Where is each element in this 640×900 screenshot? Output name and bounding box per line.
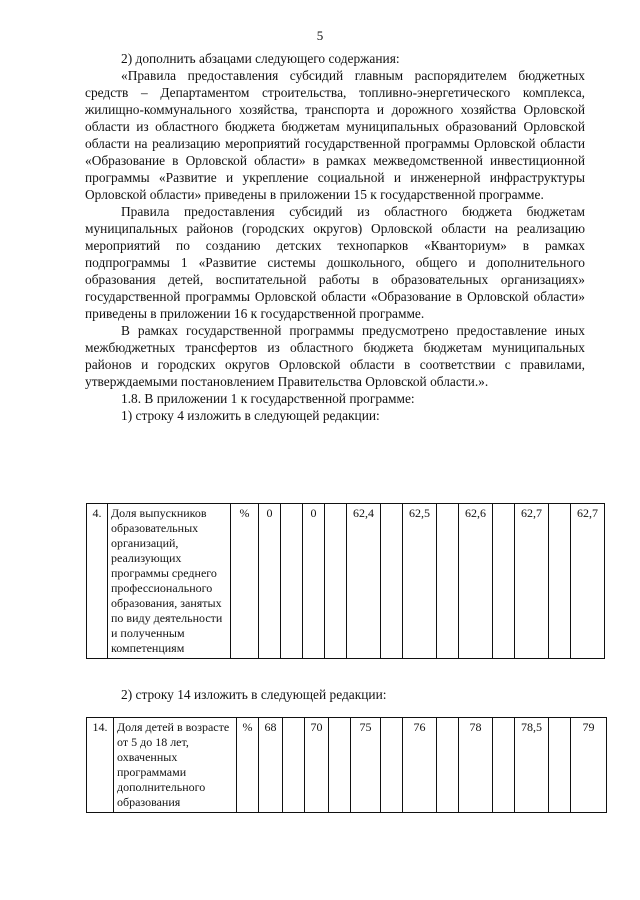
table-row xyxy=(87,504,605,659)
unit-cell: % xyxy=(231,504,259,659)
value-cell xyxy=(325,504,347,659)
value-cell: 68 xyxy=(259,718,283,813)
paragraph-item-1-8: 1.8. В приложении 1 к государственной программе: xyxy=(121,391,415,406)
value-cell xyxy=(437,504,459,659)
value-cell: 62,5 xyxy=(403,504,437,659)
value-cell xyxy=(549,504,571,659)
value-cell: 78,5 xyxy=(515,718,549,813)
value-cell xyxy=(493,504,515,659)
value-cell: 62,7 xyxy=(571,504,605,659)
value-cell xyxy=(281,504,303,659)
indicator-name: Доля выпускников образовательных организаций, реализующих программы среднего профессионального образования, занятых по виду деятельности и полученным компетенциям xyxy=(108,504,231,659)
value-cell: 0 xyxy=(259,504,281,659)
row-number: 4. xyxy=(87,504,108,659)
value-cell: 76 xyxy=(403,718,437,813)
paragraph-item-2: 2) дополнить абзацами следующего содержания: xyxy=(121,51,400,66)
value-cell: 78 xyxy=(459,718,493,813)
value-cell: 62,4 xyxy=(347,504,381,659)
table-row xyxy=(87,718,607,813)
paragraph-transfers: В рамках государственной программы предусмотрено предоставление иных межбюджетных трансфертов из областного бюджета бюджетам муниципальных районов и городских округов Орловской области в соответствии с правилами, утверждаемыми постановлением Правительства Орловской области.». xyxy=(85,323,585,389)
value-cell xyxy=(381,504,403,659)
value-cell xyxy=(549,718,571,813)
paragraph-rules-16: Правила предоставления субсидий из областного бюджета бюджетам муниципальных районов (городских округов) Орловской области на реализацию мероприятий по созданию детских технопарков «Кванториум» в рамках подпрограммы 1 «Развитие системы дошкольного, общего и дополнительного образования детей, воспитательной работы в образовательных организациях» государственной программы Орловской области «Образование в Орловской области» приведены в приложении 16 к государственной программе. xyxy=(85,204,585,321)
table-row-14 xyxy=(86,717,607,813)
value-cell: 62,6 xyxy=(459,504,493,659)
value-cell: 0 xyxy=(303,504,325,659)
value-cell xyxy=(437,718,459,813)
row-number: 14. xyxy=(87,718,114,813)
value-cell: 70 xyxy=(305,718,329,813)
indicator-name: Доля детей в возрасте от 5 до 18 лет, охваченных программами дополнительного образования xyxy=(114,718,237,813)
value-cell xyxy=(283,718,305,813)
unit-cell: % xyxy=(237,718,259,813)
value-cell xyxy=(381,718,403,813)
paragraph-row-14-heading: 2) строку 14 изложить в следующей редакции: xyxy=(121,687,387,702)
paragraph-row-4-heading: 1) строку 4 изложить в следующей редакции: xyxy=(121,408,380,423)
value-cell: 62,7 xyxy=(515,504,549,659)
document-body xyxy=(85,50,585,424)
value-cell xyxy=(329,718,351,813)
paragraph-rules-15: «Правила предоставления субсидий главным распорядителем бюджетных средств – Департаментом строительства, топливно-энергетического комплекса, жилищно-коммунального хозяйства, транспорта и дорожного хозяйства Орловской области из областного бюджета бюджетам муниципальных образований Орловской области на реализацию мероприятий государственной программы Орловской области «Образование в Орловской области» в рамках межведомственной инвестиционной программы «Развитие и укрепление социальной и инженерной инфраструктуры Орловской области» приведены в приложении 15 к государственной программе. xyxy=(85,68,585,202)
page-number: 5 xyxy=(316,28,324,43)
table-row-4 xyxy=(86,503,605,659)
value-cell xyxy=(493,718,515,813)
value-cell: 79 xyxy=(571,718,607,813)
value-cell: 75 xyxy=(351,718,381,813)
